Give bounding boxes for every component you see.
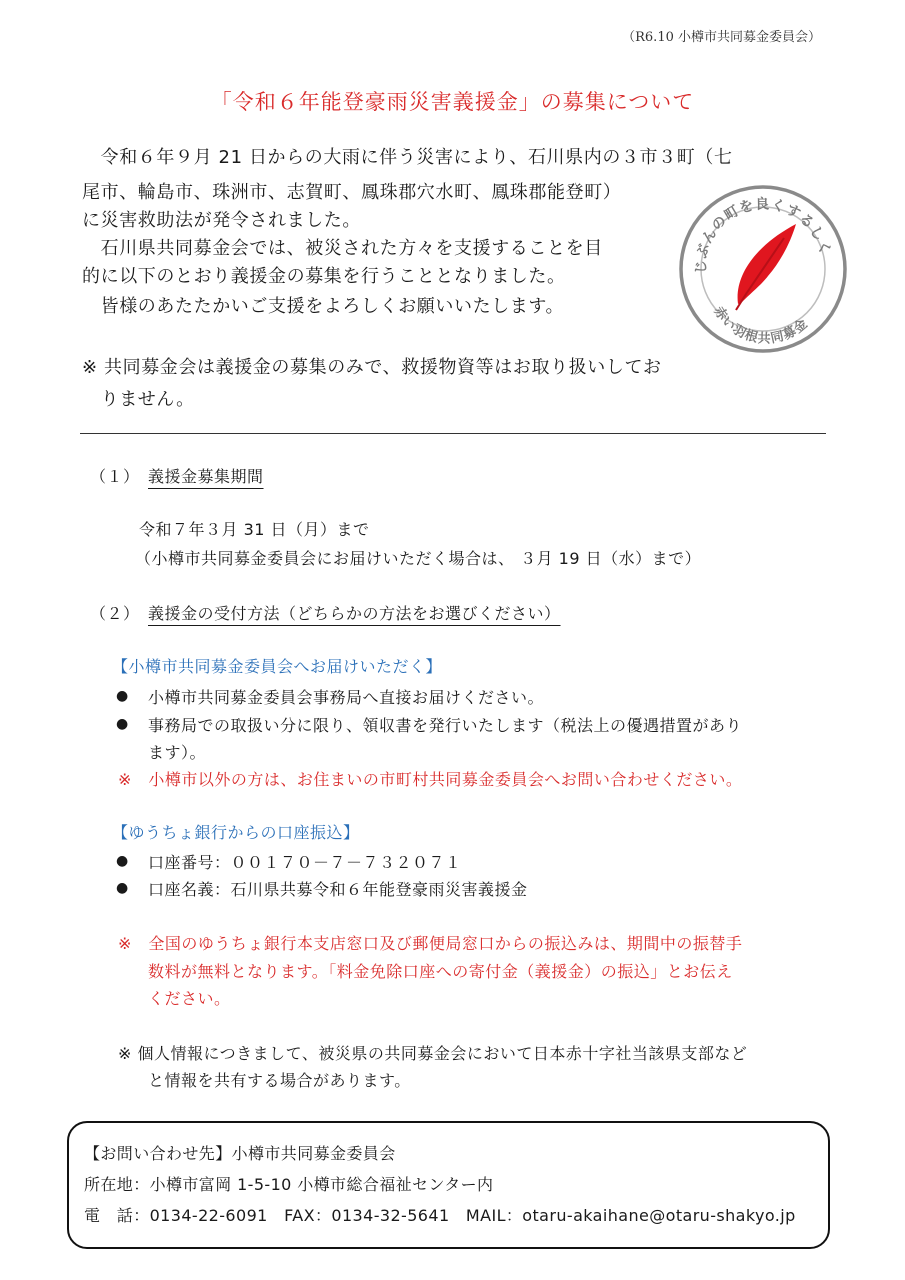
period-deadline-note: （小樽市共同募金委員会にお届けいただく場合は、 ３月 19 日（水）まで） bbox=[135, 549, 702, 568]
divider bbox=[80, 433, 826, 434]
intro-line-1: 令和６年９月 21 日からの大雨に伴う災害により、石川県内の３市３町（七 bbox=[82, 147, 733, 168]
page-title: 「令和６年能登豪雨災害義援金」の募集について bbox=[210, 90, 695, 114]
bullet-icon: ● bbox=[116, 688, 129, 704]
bullet-icon: ● bbox=[116, 716, 129, 732]
intro-line-4: 石川県共同募金会では、被災された方々を支援することを目 bbox=[82, 238, 603, 259]
method-2-heading: 【ゆうちょ銀行からの口座振込】 bbox=[112, 823, 360, 842]
intro-line-2: 尾市、輪島市、珠洲市、志賀町、鳳珠郡穴水町、鳳珠郡能登町） bbox=[82, 182, 622, 203]
account-name: 口座名義：石川県共募令和６年能登豪雨災害義援金 bbox=[148, 880, 528, 899]
section-2-heading: 義援金の受付方法（どちらかの方法をお選びください） bbox=[148, 604, 561, 623]
section-1-number: （１） bbox=[90, 467, 140, 486]
bullet-icon: ● bbox=[116, 880, 129, 896]
method-1-item-2-cont: ます）。 bbox=[148, 743, 207, 762]
period-deadline: 令和７年３月 31 日（月）まで bbox=[139, 520, 370, 539]
transfer-fee-note-line-1: ※ 全国のゆうちょ銀行本支店窓口及び郵便局窓口からの振込みは、期間中の振替手 bbox=[118, 934, 743, 953]
intro-line-5: 的に以下のとおり義援金の募集を行うこととなりました。 bbox=[82, 266, 566, 287]
transfer-fee-note-line-3: ください。 bbox=[148, 989, 231, 1008]
section-1-heading: 義援金募集期間 bbox=[148, 467, 264, 486]
privacy-note-line-2: と情報を共有する場合があります。 bbox=[148, 1071, 411, 1090]
method-1-note: ※ 小樽市以外の方は、お住まいの市町村共同募金委員会へお問い合わせください。 bbox=[118, 770, 743, 789]
account-number: 口座番号：００１７０－７－７３２０７１ bbox=[148, 853, 462, 872]
logo-arc-text: じぶんの町を良くするしく bbox=[693, 196, 834, 275]
red-feather-icon bbox=[676, 182, 850, 356]
transfer-fee-note-line-2: 数料が無料となります。「料金免除口座への寄付金（義援金）の振込」とお伝え bbox=[148, 962, 733, 981]
red-feather-logo bbox=[676, 182, 850, 356]
method-1-item-2: 事務局での取扱い分に限り、領収書を発行いたします（税法上の優遇措置があり bbox=[148, 716, 743, 735]
section-2-number: （２） bbox=[90, 604, 140, 623]
relief-goods-note-line-2: りません。 bbox=[82, 389, 195, 410]
relief-goods-note-line-1: ※ 共同募金会は義援金の募集のみで、救援物資等はお取り扱いしてお bbox=[82, 357, 662, 378]
method-1-item-1: 小樽市共同募金委員会事務局へ直接お届けください。 bbox=[148, 688, 545, 707]
contact-address: 所在地：小樽市富岡 1-5-10 小樽市総合福祉センター内 bbox=[84, 1175, 494, 1194]
intro-line-3: に災害救助法が発令されました。 bbox=[82, 210, 361, 231]
contact-phone-fax-mail: 電 話：0134-22-6091 FAX：0134-32-5641 MAIL：otaru-akaihane@otaru-shakyo.jp bbox=[84, 1206, 796, 1225]
intro-line-6: 皆様のあたたかいご支援をよろしくお願いいたします。 bbox=[82, 296, 565, 317]
bullet-icon: ● bbox=[116, 853, 129, 869]
document-reference: （R6.10 小樽市共同募金委員会） bbox=[622, 30, 821, 45]
logo-name-text: 赤い羽根共同募金 bbox=[710, 304, 812, 347]
privacy-note-line-1: ※ 個人情報につきまして、被災県の共同募金会において日本赤十字社当該県支部など bbox=[118, 1044, 748, 1063]
contact-heading: 【お問い合わせ先】小樽市共同募金委員会 bbox=[84, 1144, 396, 1163]
method-1-heading: 【小樽市共同募金委員会へお届けいただく】 bbox=[112, 657, 443, 676]
